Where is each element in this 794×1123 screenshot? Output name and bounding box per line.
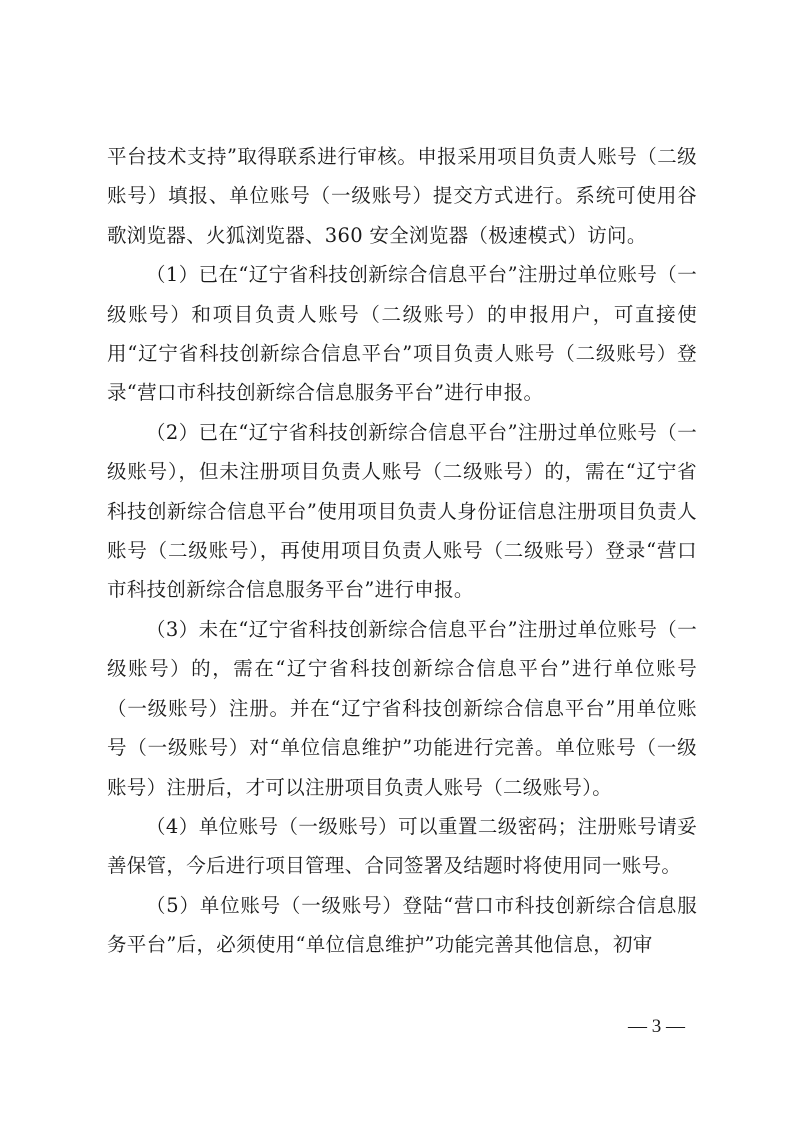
paragraph-continuation: 平台技术支持”取得联系进行审核。申报采用项目负责人账号（二级账号）填报、单位账号（一级账号）提交方式进行。系统可使用谷歌浏览器、火狐浏览器、360 安全浏览器（极速模式）访问。 <box>107 145 697 247</box>
paragraph-item-4: （4）单位账号（一级账号）可以重置二级密码；注册账号请妥善保管，今后进行项目管理、合同签署及结题时将使用同一账号。 <box>107 814 697 878</box>
page-number: — 3 — <box>628 1016 685 1037</box>
paragraph-item-1: （1）已在“辽宁省科技创新综合信息平台”注册过单位账号（一级账号）和项目负责人账号（二级账号）的申报用户，可直接使用“辽宁省科技创新综合信息平台”项目负责人账号（二级账号）登录“营口市科技创新综合信息服务平台”进行申报。 <box>107 263 697 405</box>
paragraph-item-3: （3）未在“辽宁省科技创新综合信息平台”注册过单位账号（一级账号）的，需在“辽宁省科技创新综合信息平台”进行单位账号（一级账号）注册。并在“辽宁省科技创新综合信息平台”用单位账号（一级账号）对“单位信息维护”功能进行完善。单位账号（一级账号）注册后，才可以注册项目负责人账号（二级账号）。 <box>107 617 697 799</box>
paragraph-item-2: （2）已在“辽宁省科技创新综合信息平台”注册过单位账号（一级账号），但未注册项目负责人账号（二级账号）的，需在“辽宁省科技创新综合信息平台”使用项目负责人身份证信息注册项目负责人账号（二级账号），再使用项目负责人账号（二级账号）登录“营口市科技创新综合信息服务平台”进行申报。 <box>107 420 697 602</box>
body-text <box>107 137 697 965</box>
paragraph-item-5: （5）单位账号（一级账号）登陆“营口市科技创新综合信息服务平台”后，必须使用“单位信息维护”功能完善其他信息，初审 <box>107 893 697 957</box>
